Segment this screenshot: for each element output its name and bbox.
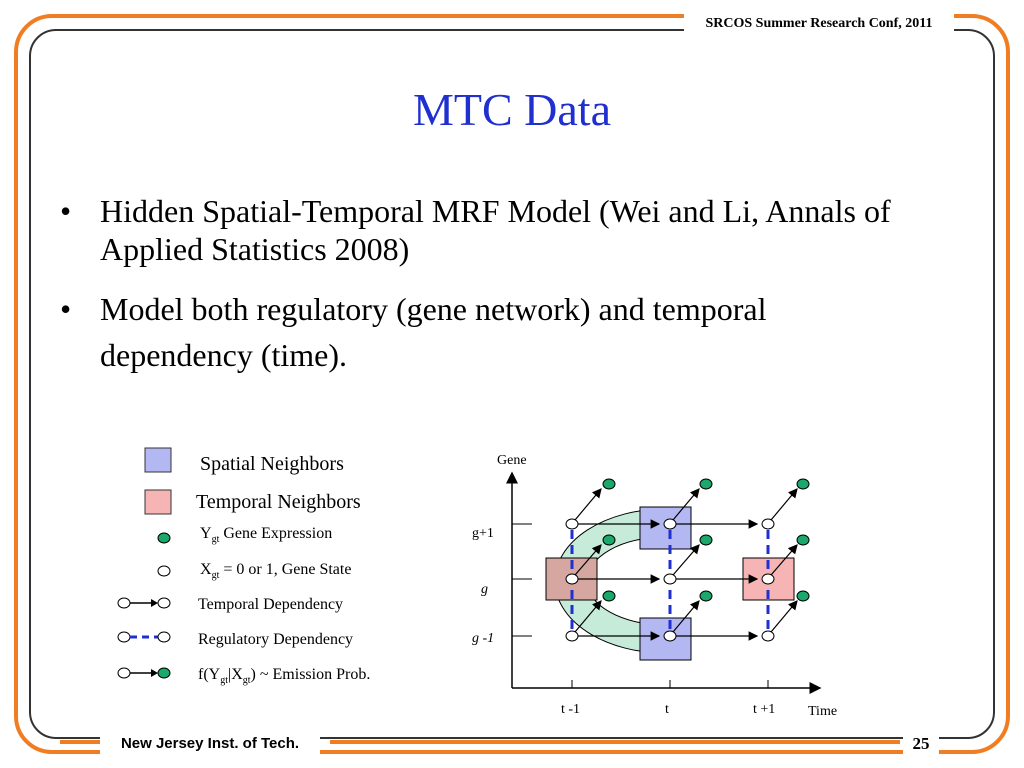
legend-temporal-label: Temporal Neighbors [196, 491, 361, 513]
state-node [762, 519, 774, 529]
x-axis-label: Time [808, 704, 838, 719]
emission-sub-2: gt [242, 675, 251, 687]
expression-node [603, 591, 615, 601]
state-text: = 0 or 1, Gene State [219, 561, 352, 578]
expression-node [700, 591, 712, 601]
legend-spatial-label: Spatial Neighbors [200, 453, 344, 475]
expression-node [700, 479, 712, 489]
state-subscript: gt [211, 570, 220, 582]
col-label: t [665, 702, 669, 717]
emission-part-b: |X [228, 666, 243, 683]
expression-text: Gene Expression [219, 525, 333, 542]
legend-regulatory-dep-label: Regulatory Dependency [198, 631, 354, 648]
row-label: g [481, 582, 488, 597]
legend-temporal-dep-label: Temporal Dependency [198, 596, 344, 613]
bullet-text: Hidden Spatial-Temporal MRF Model (Wei and Li, Annals of Applied Statistics 2008) [100, 193, 891, 267]
col-label: t +1 [753, 702, 776, 717]
page-number: 25 [903, 733, 939, 755]
emission-part-a: f(Y [198, 666, 221, 683]
state-node [762, 631, 774, 641]
state-node [566, 519, 578, 529]
expression-node [797, 535, 809, 545]
state-symbol: X [200, 561, 212, 578]
col-label: t -1 [561, 702, 581, 717]
expression-node [603, 535, 615, 545]
emission-sub-1: gt [220, 675, 228, 687]
state-node [664, 574, 676, 584]
state-node [762, 574, 774, 584]
expression-symbol: Y [200, 525, 212, 542]
spatial-neighbor-box-top [640, 507, 691, 549]
slide-title: MTC Data [412, 84, 611, 135]
state-node [566, 631, 578, 641]
bullet-text: Model both regulatory (gene network) and temporal dependency (time). [100, 291, 767, 373]
bullet-dot-icon: • [60, 291, 72, 327]
state-node [566, 574, 578, 584]
row-label: g+1 [472, 526, 494, 541]
state-node [664, 519, 676, 529]
emission-part-c: ) ~ Emission Prob. [250, 666, 371, 683]
conference-label: SRCOS Summer Research Conf, 2011 [684, 14, 954, 34]
y-axis-label: Gene [497, 453, 527, 468]
expression-node [603, 479, 615, 489]
expression-node [797, 591, 809, 601]
expression-subscript: gt [211, 534, 220, 546]
state-node [664, 631, 676, 641]
bullet-dot-icon: • [60, 193, 72, 229]
expression-node [797, 479, 809, 489]
row-label: g -1 [472, 631, 495, 646]
expression-node [700, 535, 712, 545]
institution-label: New Jersey Inst. of Tech. [100, 733, 320, 755]
